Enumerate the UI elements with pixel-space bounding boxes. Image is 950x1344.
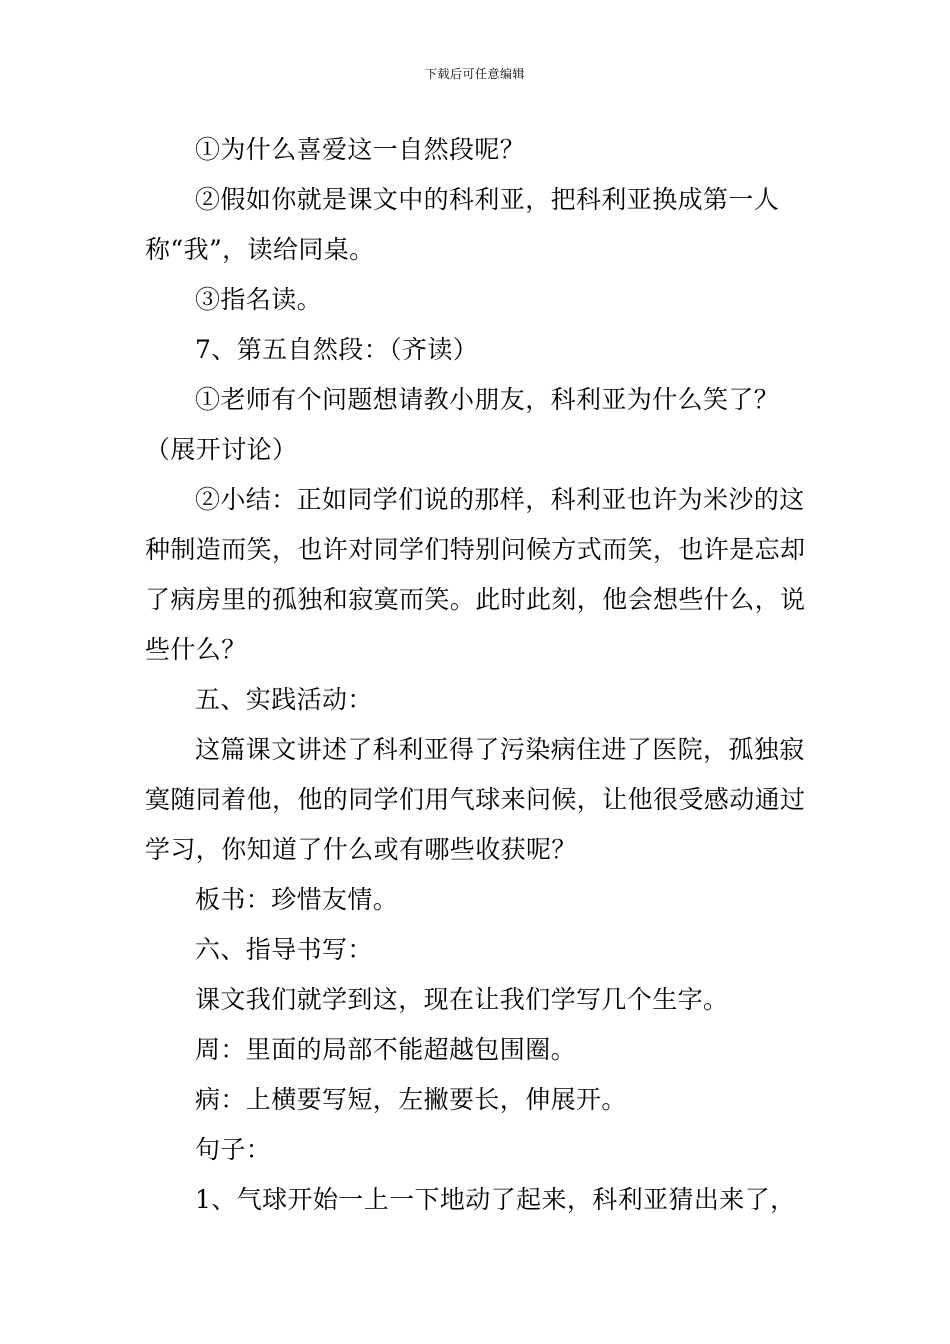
- paragraph: ①老师有个问题想请教小朋友，科利亚为什么笑了？（展开讨论）: [145, 385, 780, 464]
- page-header: 下载后可任意编辑: [424, 67, 525, 81]
- section-heading: 五、实践活动：: [195, 685, 373, 714]
- paragraph: 课文我们就学到这，现在让我们学写几个生字。: [195, 985, 729, 1014]
- document-body: [145, 125, 810, 1225]
- paragraph: 句子：: [195, 1135, 272, 1164]
- paragraph: 1、气球开始一上一下地动了起来，科利亚猜出来了，: [195, 1185, 796, 1214]
- paragraph: ③指名读。: [195, 285, 323, 314]
- paragraph: 这篇课文讲述了科利亚得了污染病住进了医院，孤独寂寞随同着他，他的同学们用气球来问候，让他很受感动通过学习，你知道了什么或有哪些收获呢？: [145, 735, 806, 864]
- paragraph: 7、第五自然段：（齐读）: [195, 335, 479, 364]
- paragraph: 周：里面的局部不能超越包围圈。: [195, 1035, 577, 1064]
- paragraph: ②假如你就是课文中的科利亚，把科利亚换成第一人称“我”，读给同桌。: [145, 185, 780, 264]
- paragraph: ①为什么喜爱这一自然段呢？: [195, 135, 526, 164]
- paragraph: ②小结：正如同学们说的那样，科利亚也许为米沙的这种制造而笑，也许对同学们特别问候方式而笑，也许是忘却了病房里的孤独和寂寞而笑。此时此刻，他会想些什么，说些什么？: [145, 485, 806, 664]
- paragraph: 板书：珍惜友情。: [195, 885, 399, 914]
- section-heading: 六、指导书写：: [195, 935, 373, 964]
- paragraph: 病：上横要写短，左撇要长，伸展开。: [195, 1085, 627, 1114]
